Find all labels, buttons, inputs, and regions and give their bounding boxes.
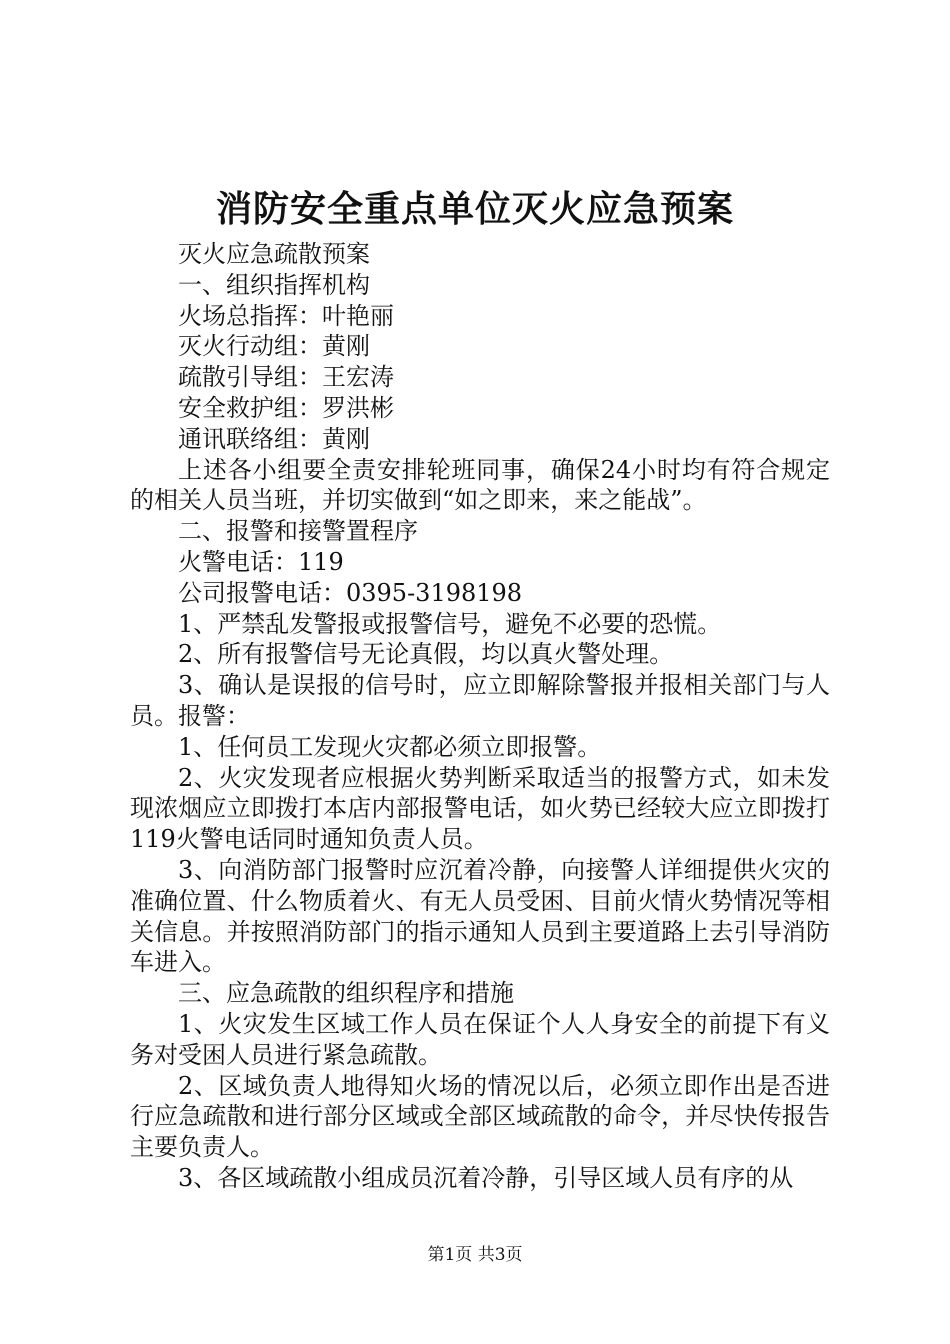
paragraph: 一、组织指挥机构 [178, 270, 370, 299]
paragraph: 3、确认是误报的信号时，应立即解除警报并报相关部门与人员。报警： [130, 671, 830, 730]
page-title: 消防安全重点单位灭火应急预案 [215, 188, 734, 230]
page-footer: 第1页 共3页 [427, 1245, 523, 1265]
paragraph: 疏散引导组：王宏涛 [178, 363, 394, 392]
paragraph: 公司报警电话：0395-3198198 [178, 578, 523, 607]
paragraph: 2、区域负责人地得知火场的情况以后，必须立即作出是否进行应急疏散和进行部分区域或全部区域疏散的命令，并尽快传报告主要负责人。 [130, 1071, 830, 1162]
paragraph: 火场总指挥：叶艳丽 [178, 301, 394, 330]
paragraph: 2、火灾发现者应根据火势判断采取适当的报警方式，如未发现浓烟应立即拨打本店内部报警电话，如火势已经较大应立即拨打119火警电话同时通知负责人员。 [130, 763, 830, 854]
document-body [130, 239, 830, 1194]
paragraph: 灭火行动组：黄刚 [178, 332, 370, 361]
paragraph: 安全救护组：罗洪彬 [178, 393, 394, 422]
paragraph: 上述各小组要全责安排轮班同事，确保24小时均有符合规定的相关人员当班，并切实做到“如之即来，来之能战”。 [130, 455, 830, 515]
paragraph: 1、火灾发生区域工作人员在保证个人人身安全的前提下有义务对受困人员进行紧急疏散。 [130, 1009, 830, 1069]
paragraph: 2、所有报警信号无论真假，均以真火警处理。 [178, 640, 674, 669]
paragraph: 3、各区域疏散小组成员沉着冷静，引导区域人员有序的从 [178, 1163, 794, 1192]
paragraph: 1、严禁乱发警报或报警信号，避免不必要的恐慌。 [178, 609, 722, 638]
paragraph: 3、向消防部门报警时应沉着冷静，向接警人详细提供火灾的准确位置、什么物质着火、有无人员受困、目前火情火势情况等相关信息。并按照消防部门的指示通知人员到主要道路上去引导消防车进入。 [130, 855, 830, 977]
paragraph: 1、任何员工发现火灾都必须立即报警。 [178, 732, 602, 761]
paragraph: 二、报警和接警置程序 [178, 517, 418, 546]
paragraph: 灭火应急疏散预案 [178, 240, 370, 268]
paragraph: 火警电话：119 [178, 547, 344, 576]
paragraph: 三、应急疏散的组织程序和措施 [178, 979, 514, 1008]
paragraph: 通讯联络组：黄刚 [178, 424, 370, 453]
